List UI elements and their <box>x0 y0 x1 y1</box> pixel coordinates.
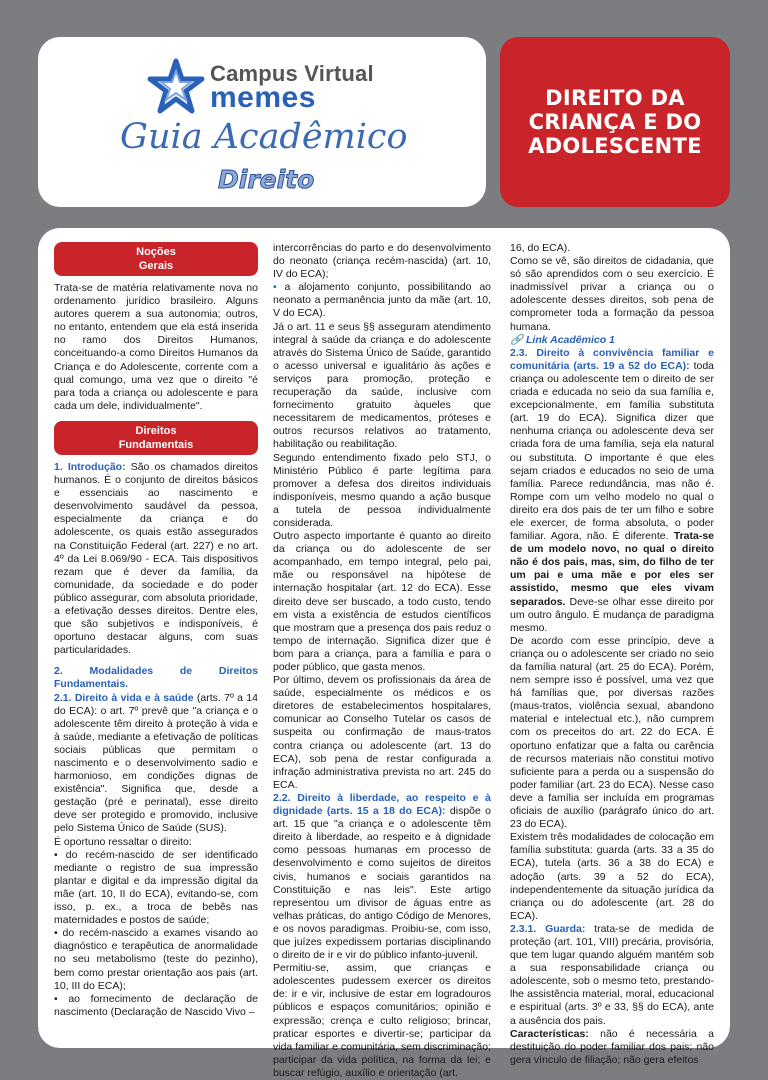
paragraph: Por último, devem os profissionais da área de saúde, especialmente os médicos e os diretores de estabelecimentos hospitalares, comunicar ao Conselho Tutelar os casos de suspeita ou confirmação de maus-tratos contra criança ou adolescente (art. 13 do ECA), sob pena de restar configurada a infração administrativa prevista no art. 245 do ECA. <box>273 674 491 791</box>
content-card <box>38 228 730 1079</box>
paragraph: Como se vê, são direitos de cidadania, que só são aprendidos com o seu exercício. É inadmissível privar a criança ou o adolescente desses direitos, sob pena de comprometer toda a formação da pessoa humana. <box>510 255 714 333</box>
paragraph: Segundo entendimento fixado pelo STJ, o Ministério Público é parte legítima para promover a defesa dos direitos individuais indisponíveis, mesmo quando a ação busque a tutela de pessoa individualmente considerada. <box>273 451 491 529</box>
paragraph: Trata-se de matéria relativamente nova no ordenamento jurídico brasileiro. Alguns autores querem a sua autonomia; outros, no entanto, entendem que ela está inserida no ramo dos Direitos Humanos, conceituando-a como Direitos Humanos da Criança e do Adolescente, corrente com a qual comungo, uma vez que o direito "é para toda a criança ou adolescente e para cada um dele, individualmente". <box>54 282 258 412</box>
paragraph: De acordo com esse princípio, deve a criança ou o adolescente ser criado no seio da família natural (art. 25 do ECA). Porém, nem sempre isso é possível, uma vez que há famílias que, por diversas razões (maus-tratos, violência sexual, abandono material e intelectual etc.), não cumprem com os preceitos do art. 22 do ECA. É oportuno enfatizar que a falta ou carência de recursos materiais não constitui motivo suficiente para a perda ou a suspensão do poder familiar (art. 23 do ECA). Nesse caso deve a família ser incluída em programas oficiais de auxílio (parágrafo único do art. 23 do ECA). <box>510 634 714 831</box>
subheading-convivencia: 2.3. Direito à convivência familiar e comunitária (arts. 19 a 52 do ECA): <box>510 346 714 372</box>
subheading-liberdade: 2.2. Direito à liberdade, ao respeito e à dignidade (arts. 15 a 18 do ECA): <box>273 791 491 818</box>
column-2 <box>273 242 491 1080</box>
topic-card <box>500 37 730 207</box>
column-1 <box>54 242 258 1019</box>
column-3 <box>510 242 714 1067</box>
area-title: Direito <box>218 165 315 194</box>
paragraph: trata-se de medida de proteção (art. 101, VIII) precária, provisória, que tem lugar quando alguém mantém sob a sua responsabilidade criança ou adolescente, sob o mesmo teto, prestando-lhe assistência material, moral, educacional e espiritual (arts. 3º e 33, §§ do ECA), ante a ausência dos pais. <box>510 922 714 1027</box>
brand-line2: memes <box>210 81 316 114</box>
guide-title: Guia Acadêmico <box>120 117 408 157</box>
link-icon: 🔗 <box>510 333 524 346</box>
subheading-vida: 2.1. Direito à vida e à saúde <box>54 691 194 704</box>
paragraph: Existem três modalidades de colocação em família substituta: guarda (arts. 33 a 35 do ECA), tutela (arts. 36 a 38 do ECA) e adoção (arts. 39 a 52 do ECA), independentemente da situação jurídica da criança ou do adolescente (art. 28 do ECA). <box>510 831 714 922</box>
brand-line1: Campus Virtual <box>210 61 374 86</box>
section-banner-nocoes: Noções Gerais <box>54 242 258 276</box>
star-logo-icon <box>146 57 206 117</box>
section-banner-direitos: Direitos Fundamentais <box>54 421 258 455</box>
list-item: • ao fornecimento de declaração de nascimento (Declaração de Nascido Vivo – <box>54 992 258 1018</box>
list-item: a alojamento conjunto, possibilitando ao neonato a permanência junto da mãe (art. 10, V do ECA). <box>273 281 492 320</box>
paragraph: São os chamados direitos humanos. É o conjunto de direitos básicos e essenciais ao nascimento e desenvolvimento saudável da pessoa, especialmente da criança e do adolescente, os quais estão assegurados na Constituição Federal (art. 227) e no art. 4º da Lei 8.069/90 - ECA. Tais dispositivos rezam que é dever da família, da comunidade, da sociedade e do poder público assegurar, com absoluta prioridade, a efetivação desses direitos. Dentre eles, que são subjetivos e indisponíveis, é oportuno destacar alguns, com suas particularidades. <box>54 460 259 657</box>
paragraph: Outro aspecto importante é quanto ao direito da criança ou do adolescente de ser acompanhado, em tempo integral, pelo pai, mãe ou responsável na hipótese de internação hospitalar (art. 12 do ECA). Esse direito deve ser buscado, a todo custo, tendo em vista a existência de estudos científicos que mostram que a presença dos pais reduz o tempo de internação. Significa dizer que é bom para a criança, para a família e para o poder público, que gasta menos. <box>273 530 491 673</box>
link-academico[interactable] <box>510 334 714 347</box>
emphasis: Trata-se de um modelo novo, no qual o direito não é dos pais, mas, sim, do filho de ter um pai e uma mãe e por eles ser assistido, mesmo que eles vivam separados. <box>510 530 715 608</box>
paragraph: Permitiu-se, assim, que crianças e adolescentes pudessem exercer os direitos de: ir e vir, inclusive de estar em logradouros públicos e espaços comunitários; opinião e expressão; crença e culto religioso; brincar, praticar esportes e divertir-se; participar da vida familiar e comunitária, sem discriminação; participar da vida política, na forma da lei; e buscar refúgio, auxílio e orientação (art. <box>273 962 491 1079</box>
paragraph: É oportuno ressaltar o direito: <box>54 835 192 848</box>
paragraph: Deve-se olhar esse direito por um outro ângulo. É mudança de paradigma mesmo. <box>510 595 714 634</box>
paragraph: (arts. 7º a 14 do ECA): o art. 7º prevê que "a criança e o adolescente têm direito à proteção à vida e à saúde, mediante a efetivação de políticas sociais públicas que permitam o nascimento e o desenvolvimento sadio e harmonioso, em condições dignas de existência". Significa que, desde a gestação (pré e perinatal), esse direito deve ser protegido e promovido, inclusive pelo Sistema Único de Saúde (SUS). <box>54 691 258 835</box>
paragraph: toda criança ou adolescente tem o direito de ser criada e educada no seio da sua família e, excepcionalmente, em família substituta (art. 19 do ECA). Significa dizer que nenhuma criança ou adolescente deva ser criada fora de uma família, seja ela natural ou substituta. O importante é que eles sejam criados e educados no seio de uma família. Parece redundância, mas não é. Rompe com um velho modelo no qual o direito era dos pais de ter um filho e sobre ele exercer, de forma absoluta, o poder familiar. Agora, não. É diferente. <box>510 359 714 543</box>
subheading-guarda: 2.3.1. Guarda: <box>510 922 586 935</box>
subheading-introducao: 1. Introdução: <box>54 460 126 473</box>
paragraph: não é necessária a destituição do poder familiar dos pais; não gera vínculo de filiação; não gera efeitos <box>510 1027 714 1066</box>
bullet-icon: • <box>273 281 277 294</box>
paragraph: dispõe o art. 15 que "a criança e o adolescente têm direito à liberdade, ao respeito e à dignidade como pessoas humanas em processo de desenvolvimento e como sujeitos de direitos civis, humanos e sociais garantidos na Constituição e nas leis". Este artigo representou um divisor de águas entre as velhas práticas, do antigo Código de Menores, e os novos paradigmas. Proibiu-se, com isso, que juízes expedissem portarias disciplinando o direito de ir e vir do público infanto-juvenil. <box>273 805 492 962</box>
topic-title: DIREITO DA CRIANÇA E DO ADOLESCENTE <box>528 86 702 158</box>
header-card <box>38 37 486 207</box>
paragraph: 16, do ECA). <box>510 242 571 254</box>
paragraph: intercorrências do parto e do desenvolvimento do neonato (criança recém-nascida) (art. 10, IV do ECA); <box>273 242 491 281</box>
paragraph: Já o art. 11 e seus §§ asseguram atendimento integral à saúde da criança e do adolescente através do Sistema Único de Saúde, garantido o acesso universal e igualitário às ações e serviços para promoção, proteção e recuperação da saúde, inclusive com fornecimento gratuito àqueles que necessitarem de medicamentos, próteses e outros recursos relativos ao tratamento, habilitação ou reabilitação. <box>273 320 491 451</box>
list-item: • do recém-nascido de ser identificado mediante o registro de sua impressão plantar e digital e da impressão digital da mãe (art. 10, II do ECA), evitando-se, com isso, p. ex., a troca de bebês nas maternidades e postos de saúde; <box>54 848 258 927</box>
list-item: • do recém-nascido a exames visando ao diagnóstico e terapêutica de anormalidade no seu metabolismo (teste do pezinho), bem como prestar orientação aos pais (art. 10, III do ECA); <box>54 927 258 992</box>
subheading-modalidades: 2. Modalidades de Direitos Fundamentais. <box>54 665 258 691</box>
link-label: Link Acadêmico 1 <box>526 333 615 346</box>
subheading-caracteristicas: Características: <box>510 1027 589 1040</box>
